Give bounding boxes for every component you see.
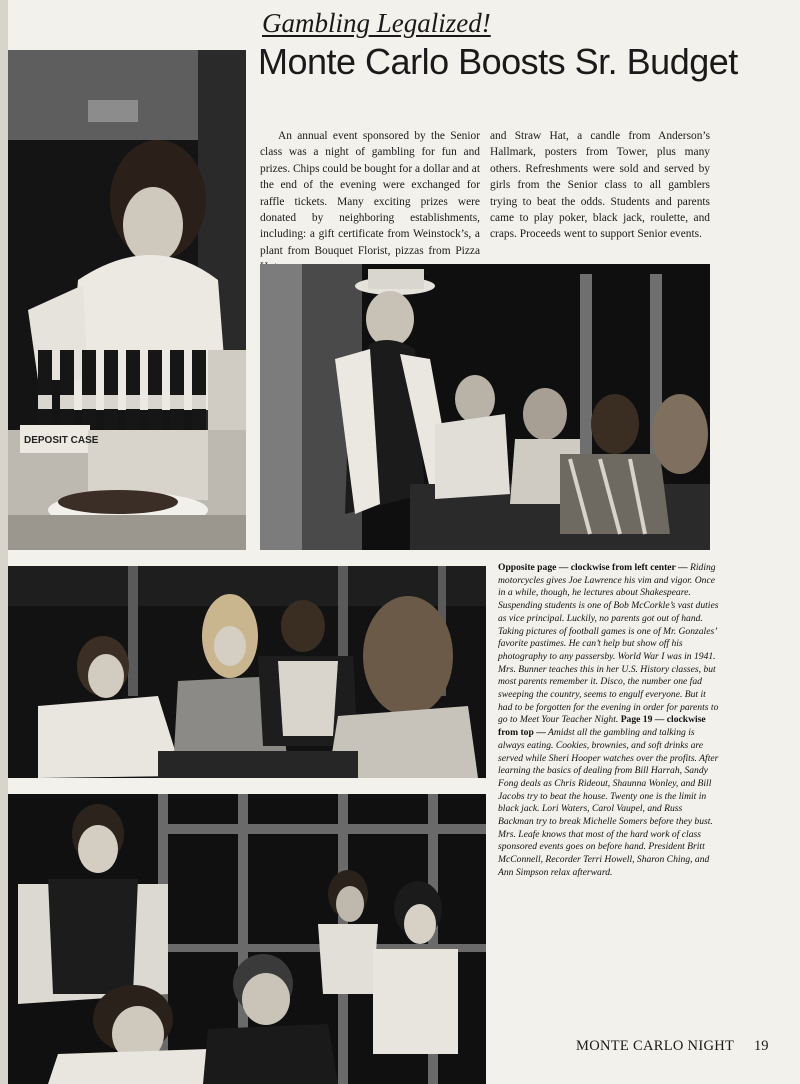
photo-refreshments [8,50,246,550]
body-column-2: and Straw Hat, a candle from Anderson’s Hallmark, posters from Tower, plus many others. Refreshments were sold and served by girls from the Senior class to all gamblers trying to beat the odds. Students and parents came to play poker, black jack, roulette, and craps. Proceeds went to support Senior events. [490,130,710,241]
section-footer: MONTE CARLO NIGHT [576,1038,735,1054]
caption-lead-page19: Page 19 — clockwise from top — [498,714,706,739]
deposit-case-sign: DEPOSIT CASE [24,435,99,446]
page-number: 19 [754,1038,769,1054]
photo-players [8,566,486,778]
caption-text-opposite: Riding motorcycles gives Joe Lawrence his vim and vigor. Once in a while, though, he lectures about Shakespeare. Suspending students is one of Bob McCorkle’s vast duties as vice principal. Luckily, no parents got out of hand. Taking pictures of football games is one of Mr. Gonzales’ favorite pastimes. He can’t help but show off his photography to any passersby. World War I was in 1941. Mrs. Bunner teaches this in her U.S. History classes, but most parents remember it. Disco, the number one fad sweeping the country, seems to engulf everyone. But it had to be forgotten for the evening in order for parents to go to Meet Your Teacher Night. [498,562,719,726]
page-title: Monte Carlo Boosts Sr. Budget [258,41,738,82]
caption-lead-opposite: Opposite page — clockwise from left center — [498,562,688,573]
photo-officers [8,794,486,1084]
page-edge [0,0,8,1084]
kicker-headline: Gambling Legalized! [262,8,491,38]
body-column-1: An annual event sponsored by the Senior class was a night of gambling for fun and prizes. Chips could be bought for a dollar and at the end of the evening were exchanged for raffle tickets. Many exciting prizes were donated by neighboring establishments, including: a gift certificate from Weinstock’s, a plant from Bouquet Florist, pizzas from Pizza [260,130,480,257]
photo-caption [498,562,720,880]
photo-dealer [260,264,710,550]
caption-text-page19: Amidst all the gambling and talking is always eating. Cookies, brownies, and soft drinks are served while Sheri Hooper watches over the profits. After learning the basics of dealing from Bill Harrah, Sandy Fong deals as Chris Rideout, Shaunna Wonley, and Bill Jacobs try to beat the house. Twenty one is the limit in black jack. Lori Waters, Carol Vaupel, and Russ Backman try to break Michelle Somers before they bust. Mrs. Leafe knows that most of the hard work of class sponsored events goes on before hand. President Britt McConnell, Recorder Terri Howell, Sharon Ching, and Ann Simpson relax afterward. [498,727,719,878]
